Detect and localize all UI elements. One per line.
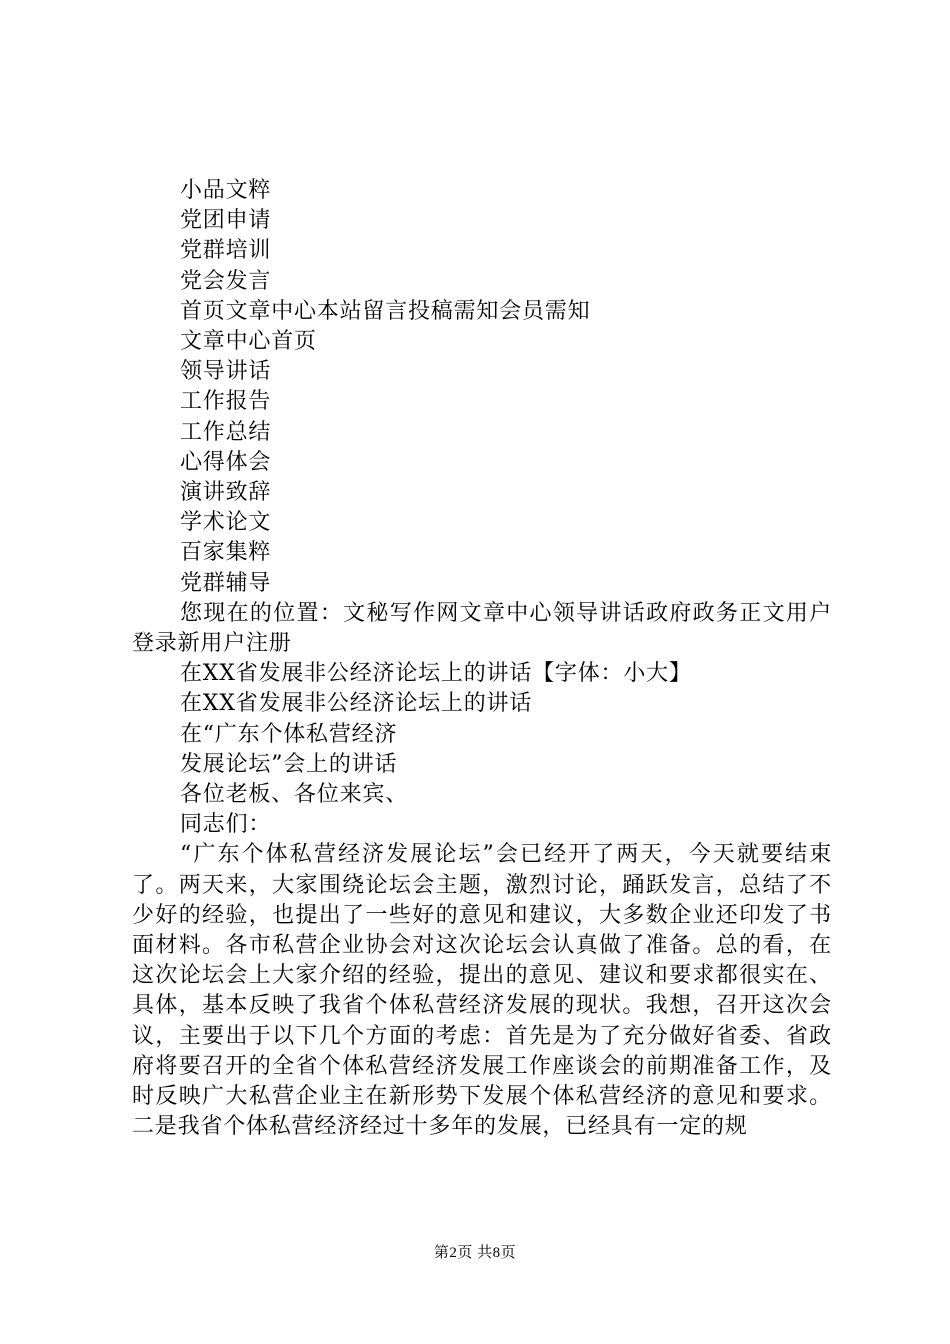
location-line: 您现在的位置：文秘写作网文章中心领导讲话政府政务正文用户登录新用户注册 bbox=[132, 600, 832, 657]
nav-line: 工作报告 bbox=[180, 389, 272, 415]
nav-line: 小品文粹 bbox=[180, 178, 272, 203]
nav-line: 百家集粹 bbox=[180, 540, 272, 566]
nav-line: 工作总结 bbox=[180, 419, 272, 445]
nav-line: 学术论文 bbox=[180, 510, 272, 536]
page-footer: 第2页 共8页 bbox=[433, 1245, 517, 1261]
nav-line: 党会发言 bbox=[180, 268, 272, 294]
body-paragraph: “广东个体私营经济发展论坛”会已经开了两天，今天就要结束了。两天来，大家围绕论坛会主题，激烈讨论，踊跃发言，总结了不少好的经验，也提出了一些好的意见和建议，大多数企业还印发了书面材料。各市私营企业协会对这次论坛会认真做了准备。总的看，在这次论坛会上大家介绍的经验，提出的意见、建议和要求都很实在、具体，基本反映了我省个体私营经济发展的现状。我想，召开这次会议，主要出于以下几个方面的考虑：首先是为了充分做好省委、省政府将要召开的全省个体私营经济发展工作座谈会的前期准备工作，及时反映广大私营企业主在新形势下发展个体私营经济的意见和要求。二是我省个体私营经济经过十多年的发展，已经具有一定的规 bbox=[132, 842, 832, 1140]
salutation-line: 同志们： bbox=[180, 812, 272, 838]
nav-line: 文章中心首页 bbox=[180, 329, 317, 355]
speech-title-line: 在“广东个体私营经济 bbox=[180, 721, 398, 747]
nav-line: 心得体会 bbox=[180, 449, 272, 475]
nav-line: 演讲致辞 bbox=[180, 480, 272, 506]
salutation-line: 各位老板、各位来宾、 bbox=[180, 782, 409, 808]
document-body bbox=[132, 176, 832, 1143]
nav-line: 领导讲话 bbox=[180, 359, 272, 385]
nav-line: 党团申请 bbox=[180, 208, 272, 234]
speech-title-line: 发展论坛”会上的讲话 bbox=[180, 751, 398, 777]
nav-line: 党群辅导 bbox=[180, 570, 272, 596]
article-title: 在XX省发展非公经济论坛上的讲话 bbox=[180, 691, 533, 717]
nav-line: 党群培训 bbox=[180, 238, 272, 264]
nav-line: 首页文章中心本站留言投稿需知会员需知 bbox=[180, 298, 591, 324]
article-title-line: 在XX省发展非公经济论坛上的讲话【字体：小大】 bbox=[180, 661, 692, 687]
